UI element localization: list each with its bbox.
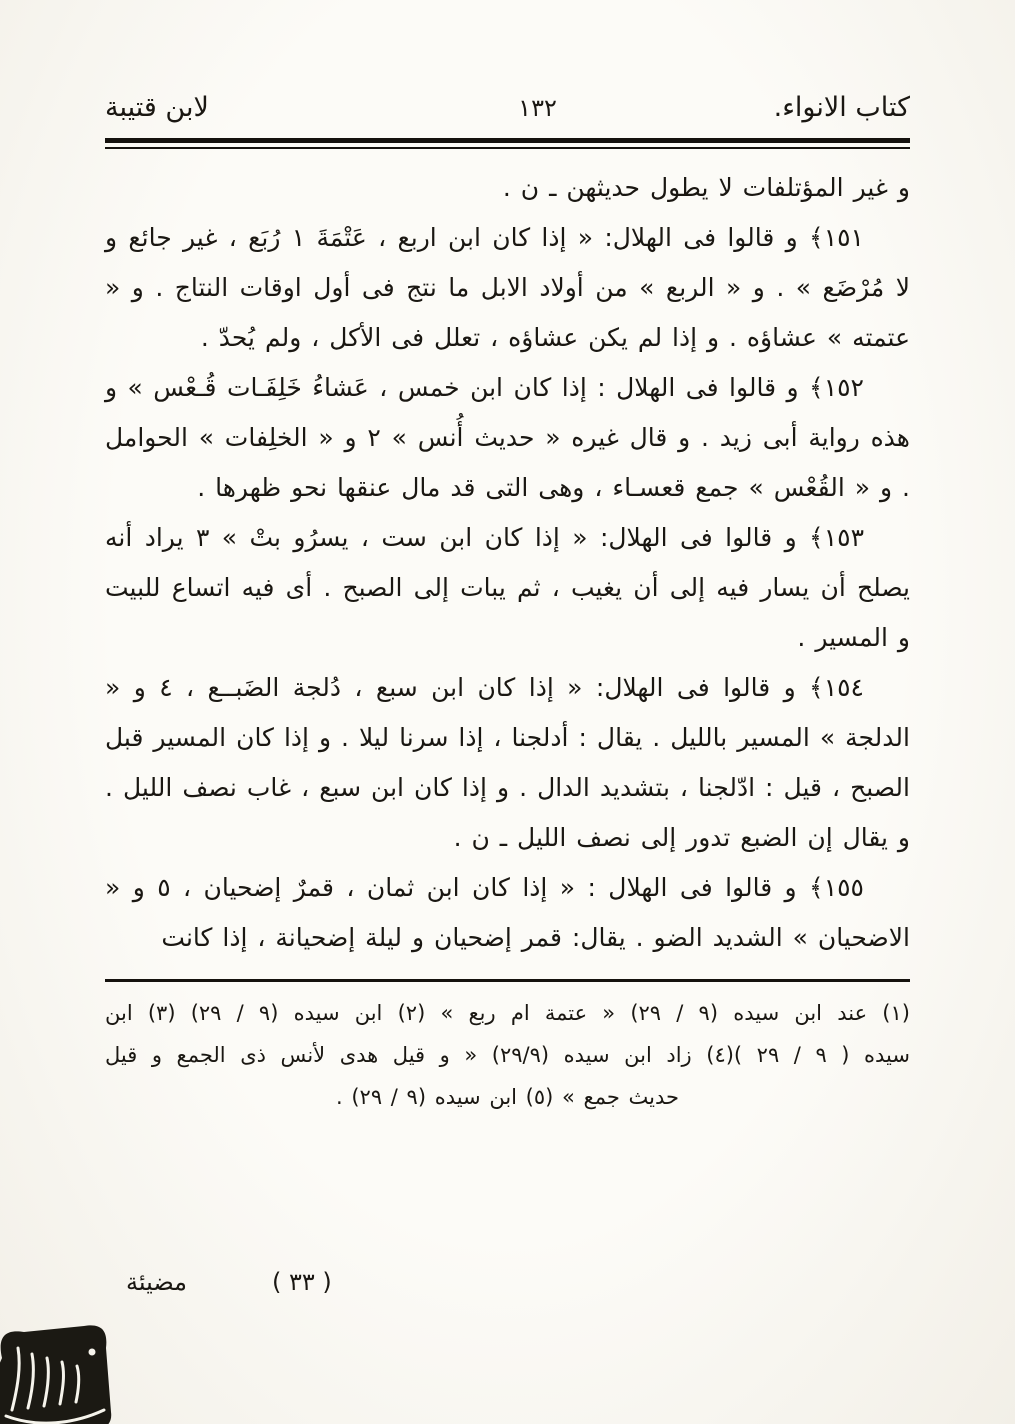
paragraph-151: ١٥١﴾ و قالوا فى الهلال: « إذا كان ابن اربع ، عَتْمَةَ ١ رُبَع ، غير جائع و لا مُرْضَع » . و « الربع » من أولاد الابل ما نتج فى أول اوقات النتاج . و « عتمته » عشاؤه . و إذا لم يكن عشاؤه ، تعلل فى الأكل ، ولم يُحدّ . — [105, 223, 910, 352]
page-number: ١٣٢ — [518, 94, 557, 122]
header-divider-thick-line — [105, 138, 910, 143]
page-header — [105, 88, 910, 128]
paragraph-continuation: و غير المؤتلفات لا يطول حديثهن ـ ن . — [502, 173, 910, 202]
paragraph-155: ١٥٥﴾ و قالوا فى الهلال : « إذا كان ابن ثمان ، قمرٌ إضحيان ، ٥ و « الاضحيان » الشديد الضو . يقال: قمر إضحيان و ليلة إضحيانة ، إذا كانت — [105, 873, 910, 952]
main-text — [105, 163, 910, 963]
paragraph-154: ١٥٤﴾ و قالوا فى الهلال: « إذا كان ابن سبع ، دُلجة الضَبــع ، ٤ و « الدلجة » المسير بالليل . يقال : أدلجنا ، إذا سرنا ليلا . و إذا كان المسير قبل الصبح ، قيل : ادّلجنا ، بتشديد الدال . و إذا كان ابن سبع ، غاب نصف الليل . و يقال إن الضبع تدور إلى نصف الليل ـ ن . — [105, 673, 910, 852]
book-title: كتاب الانواء. — [773, 92, 910, 123]
footnotes-section — [105, 979, 910, 1118]
paragraph-152: ١٥٢﴾ و قالوا فى الهلال : إذا كان ابن خمس ، عَشاءُ خَلِفَـات قُـعْس » و هذه رواية أبى زيد . و قال غيره « حديث أُنس » ٢ و « الخلِفات » الحوامل . و « القُعْس » جمع قعسـاء ، وهى التى قد مال عنقها نحو ظهرها . — [105, 373, 910, 502]
text-block — [105, 88, 910, 1118]
catchword: مضيئة — [126, 1268, 188, 1296]
footnote-line: (١) عند ابن سيده (٩ / ٢٩) « عتمة ام ربع » (٢) ابن سيده (٩ / ٢٩) (٣) ابن — [105, 1001, 910, 1025]
paragraph-153: ١٥٣﴾ و قالوا فى الهلال: « إذا كان ابن ست ، يسرُو بتْ » ٣ يراد أنه يصلح أن يسار فيه إلى أن يغيب ، ثم يبات إلى الصبح . أى فيه اتساع للبيت و المسير . — [105, 523, 910, 652]
author-title: لابن قتيبة — [105, 92, 209, 123]
header-divider — [105, 138, 910, 149]
footnote-line: سيده ( ٩ / ٢٩ )(٤) زاد ابن سيده (٢٩/٩) « و قيل هدى لأنس ذى الجمع و قيل — [105, 1043, 910, 1067]
footnote-line: حديث جمع » (٥) ابن سيده (٩ / ٢٩) . — [336, 1085, 679, 1109]
header-divider-thin-line — [105, 147, 910, 149]
footnote-divider — [105, 979, 910, 982]
quire-signature: ( ٣٣ ) — [272, 1268, 332, 1296]
library-stamp-icon — [0, 1322, 116, 1424]
